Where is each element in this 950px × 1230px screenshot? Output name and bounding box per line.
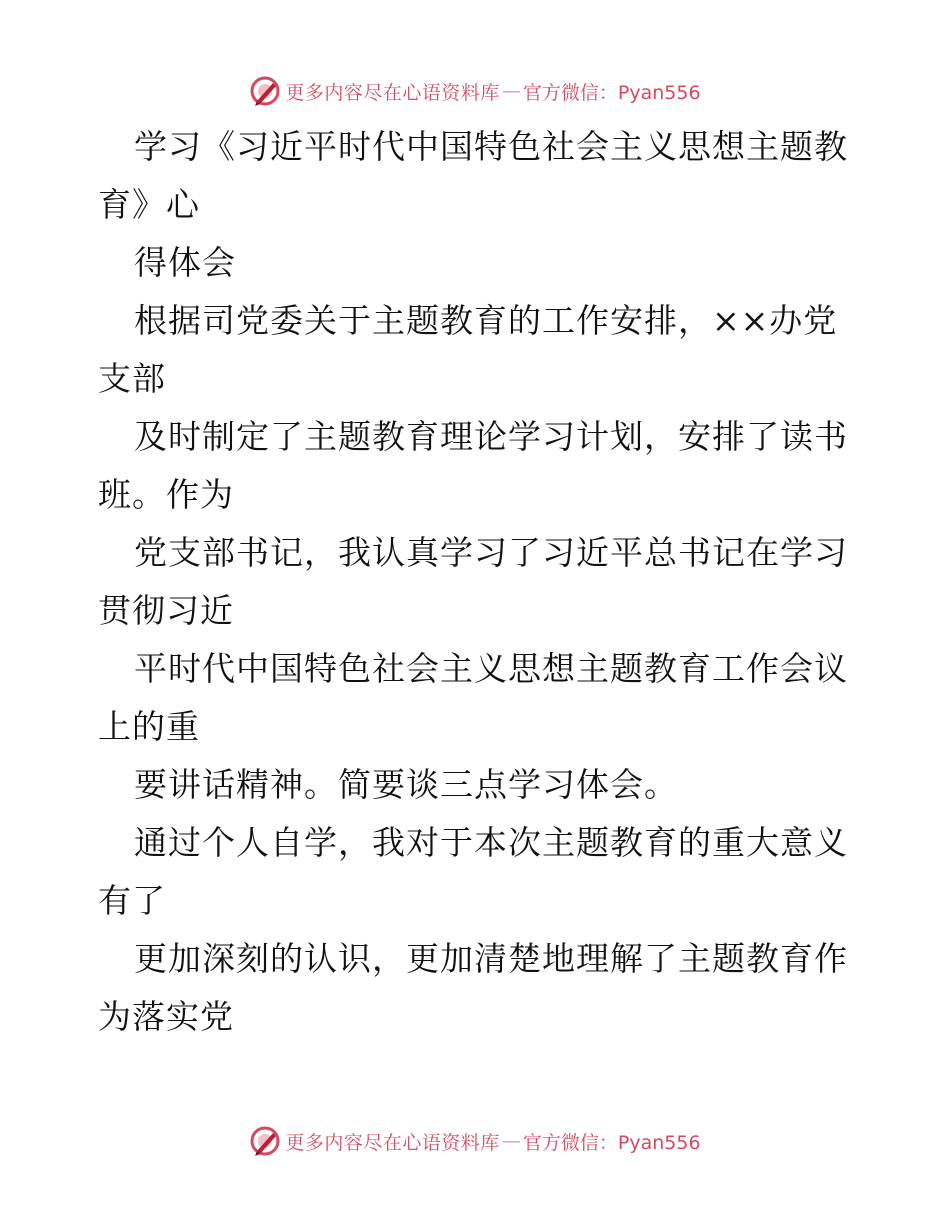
- text-line: 上的重: [98, 707, 200, 746]
- watermark-wechat: 官方微信：Pyan556: [522, 1131, 701, 1154]
- text-line: 更加深刻的认识，更加清楚地理解了主题教育作: [134, 939, 848, 978]
- text-line: 得体会: [134, 243, 236, 282]
- text-line: 支部: [98, 359, 166, 398]
- text-line: 贯彻习近: [98, 591, 234, 630]
- watermark-footer: [0, 1122, 950, 1160]
- pen-logo-icon: [249, 75, 281, 107]
- watermark-dash: —: [501, 1130, 521, 1152]
- watermark-header: [0, 72, 950, 110]
- watermark-dash: —: [501, 80, 521, 102]
- watermark-wechat: 官方微信：Pyan556: [522, 81, 701, 104]
- text-line: 要讲话精神。简要谈三点学习体会。: [134, 765, 678, 804]
- text-line: 有了: [98, 881, 166, 920]
- text-line: 党支部书记，我认真学习了习近平总书记在学习: [134, 533, 848, 572]
- text-line: 根据司党委关于主题教育的工作安排，××办党: [134, 301, 838, 340]
- text-line: 通过个人自学，我对于本次主题教育的重大意义: [134, 823, 848, 862]
- text-line: 育》心: [98, 185, 200, 224]
- watermark-brand: 更多内容尽在心语资料库: [285, 81, 500, 104]
- text-line: 学习《习近平时代中国特色社会主义思想主题教: [134, 127, 848, 166]
- watermark-brand: 更多内容尽在心语资料库: [285, 1131, 500, 1154]
- text-line: 平时代中国特色社会主义思想主题教育工作会议: [134, 649, 848, 688]
- text-line: 班。作为: [98, 475, 234, 514]
- text-line: 及时制定了主题教育理论学习计划，安排了读书: [134, 417, 848, 456]
- text-line: 为落实党: [98, 997, 234, 1036]
- pen-logo-icon: [249, 1125, 281, 1157]
